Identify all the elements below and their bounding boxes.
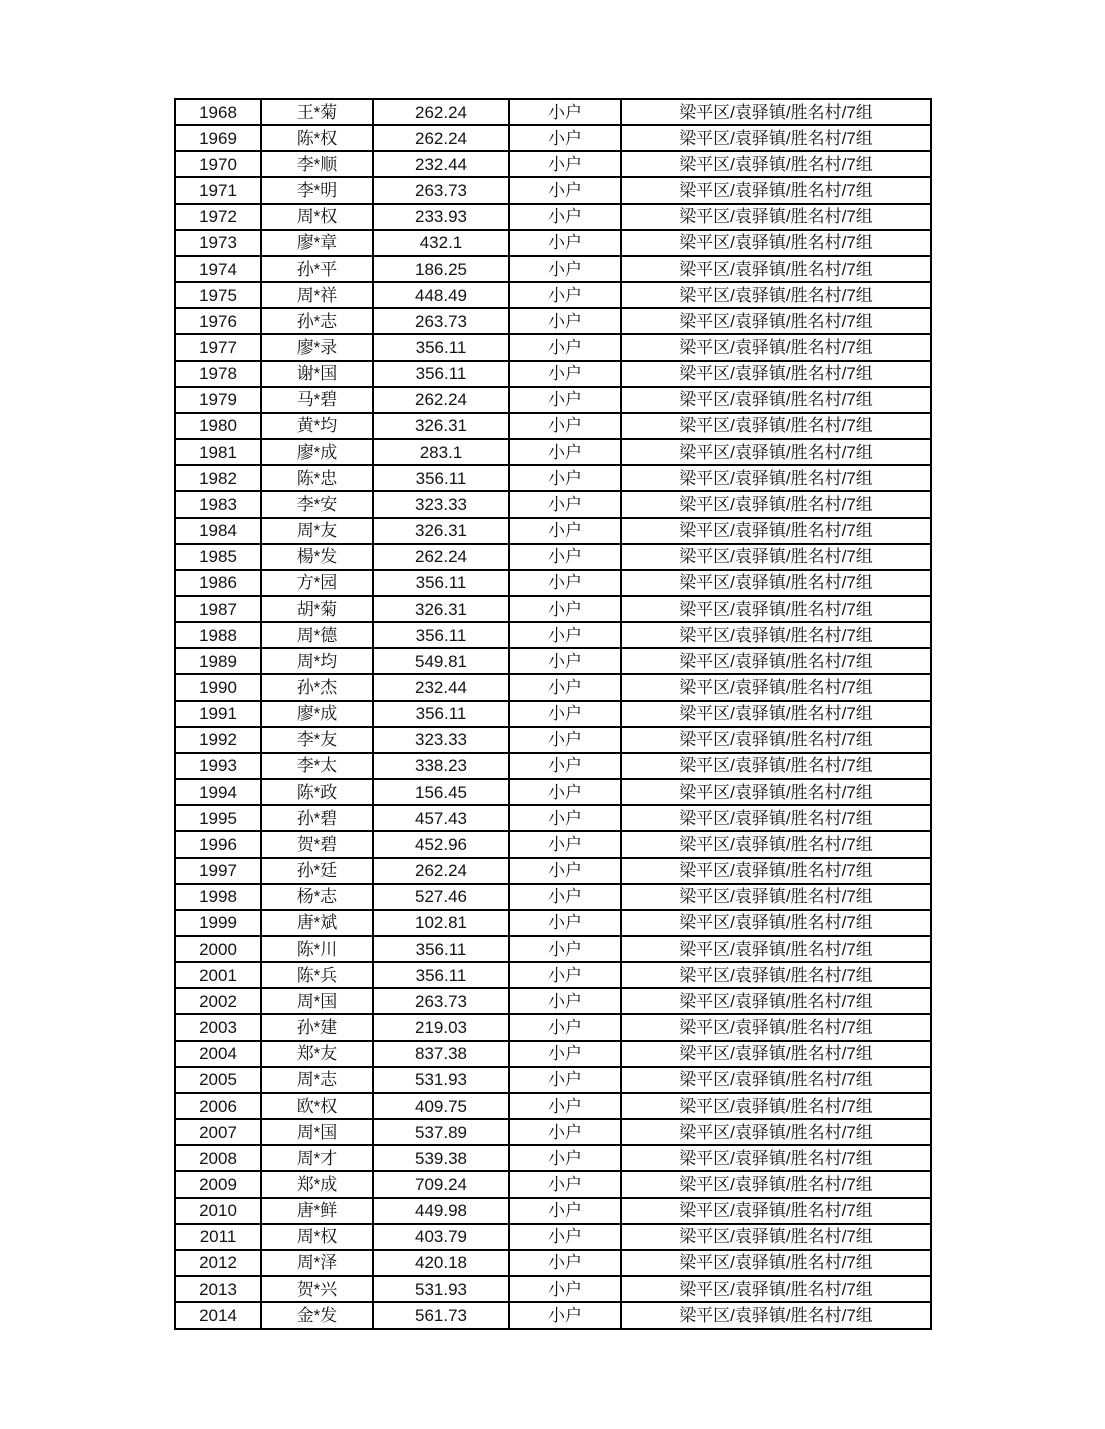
cell-serial: 2002: [175, 988, 261, 1014]
cell-location: 梁平区/袁驿镇/胜名村/7组: [621, 1276, 931, 1302]
cell-serial: 1983: [175, 491, 261, 517]
cell-type: 小户: [509, 1224, 621, 1250]
cell-location: 梁平区/袁驿镇/胜名村/7组: [621, 648, 931, 674]
cell-serial: 1991: [175, 701, 261, 727]
cell-location: 梁平区/袁驿镇/胜名村/7组: [621, 910, 931, 936]
cell-type: 小户: [509, 622, 621, 648]
cell-location: 梁平区/袁驿镇/胜名村/7组: [621, 544, 931, 570]
cell-name: 李*友: [261, 727, 373, 753]
cell-location: 梁平区/袁驿镇/胜名村/7组: [621, 256, 931, 282]
cell-amount: 527.46: [373, 884, 509, 910]
cell-amount: 102.81: [373, 910, 509, 936]
cell-name: 周*泽: [261, 1250, 373, 1276]
cell-serial: 1980: [175, 413, 261, 439]
cell-name: 周*权: [261, 204, 373, 230]
cell-name: 郑*友: [261, 1041, 373, 1067]
cell-location: 梁平区/袁驿镇/胜名村/7组: [621, 230, 931, 256]
cell-serial: 2012: [175, 1250, 261, 1276]
cell-location: 梁平区/袁驿镇/胜名村/7组: [621, 177, 931, 203]
cell-amount: 420.18: [373, 1250, 509, 1276]
cell-serial: 2014: [175, 1302, 261, 1329]
cell-serial: 2003: [175, 1014, 261, 1040]
cell-amount: 338.23: [373, 753, 509, 779]
cell-type: 小户: [509, 988, 621, 1014]
cell-name: 唐*鲜: [261, 1198, 373, 1224]
cell-name: 廖*录: [261, 334, 373, 360]
cell-name: 周*均: [261, 648, 373, 674]
cell-serial: 2004: [175, 1041, 261, 1067]
cell-location: 梁平区/袁驿镇/胜名村/7组: [621, 1041, 931, 1067]
table-row: [175, 177, 931, 203]
table-row: [175, 1276, 931, 1302]
cell-location: 梁平区/袁驿镇/胜名村/7组: [621, 334, 931, 360]
cell-name: 唐*斌: [261, 910, 373, 936]
cell-location: 梁平区/袁驿镇/胜名村/7组: [621, 1119, 931, 1145]
table-row: [175, 962, 931, 988]
cell-type: 小户: [509, 308, 621, 334]
table-row: [175, 753, 931, 779]
cell-serial: 1994: [175, 779, 261, 805]
cell-serial: 2007: [175, 1119, 261, 1145]
household-records-table: [174, 98, 932, 1330]
cell-serial: 2006: [175, 1093, 261, 1119]
cell-type: 小户: [509, 177, 621, 203]
table-row: [175, 230, 931, 256]
cell-serial: 1988: [175, 622, 261, 648]
cell-type: 小户: [509, 962, 621, 988]
table-row: [175, 308, 931, 334]
cell-type: 小户: [509, 1093, 621, 1119]
cell-name: 周*德: [261, 622, 373, 648]
cell-location: 梁平区/袁驿镇/胜名村/7组: [621, 204, 931, 230]
cell-type: 小户: [509, 1171, 621, 1197]
cell-name: 廖*成: [261, 439, 373, 465]
cell-serial: 1987: [175, 596, 261, 622]
cell-location: 梁平区/袁驿镇/胜名村/7组: [621, 701, 931, 727]
table-row: [175, 1041, 931, 1067]
table-row: [175, 910, 931, 936]
cell-serial: 1985: [175, 544, 261, 570]
cell-name: 金*发: [261, 1302, 373, 1329]
cell-serial: 1977: [175, 334, 261, 360]
cell-amount: 403.79: [373, 1224, 509, 1250]
cell-name: 孙*志: [261, 308, 373, 334]
cell-serial: 1995: [175, 805, 261, 831]
cell-amount: 549.81: [373, 648, 509, 674]
cell-location: 梁平区/袁驿镇/胜名村/7组: [621, 99, 931, 125]
cell-name: 周*祥: [261, 282, 373, 308]
cell-serial: 2001: [175, 962, 261, 988]
cell-location: 梁平区/袁驿镇/胜名村/7组: [621, 518, 931, 544]
cell-type: 小户: [509, 125, 621, 151]
cell-amount: 531.93: [373, 1067, 509, 1093]
cell-amount: 452.96: [373, 831, 509, 857]
cell-location: 梁平区/袁驿镇/胜名村/7组: [621, 727, 931, 753]
cell-amount: 262.24: [373, 858, 509, 884]
cell-name: 周*国: [261, 988, 373, 1014]
cell-serial: 1973: [175, 230, 261, 256]
cell-amount: 186.25: [373, 256, 509, 282]
cell-serial: 1998: [175, 884, 261, 910]
cell-amount: 356.11: [373, 570, 509, 596]
cell-type: 小户: [509, 570, 621, 596]
cell-serial: 2000: [175, 936, 261, 962]
cell-type: 小户: [509, 648, 621, 674]
cell-amount: 233.93: [373, 204, 509, 230]
table-row: [175, 1067, 931, 1093]
cell-location: 梁平区/袁驿镇/胜名村/7组: [621, 884, 931, 910]
cell-type: 小户: [509, 518, 621, 544]
cell-name: 孙*廷: [261, 858, 373, 884]
cell-location: 梁平区/袁驿镇/胜名村/7组: [621, 125, 931, 151]
cell-type: 小户: [509, 282, 621, 308]
cell-name: 陈*政: [261, 779, 373, 805]
table-row: [175, 936, 931, 962]
cell-type: 小户: [509, 465, 621, 491]
cell-name: 胡*菊: [261, 596, 373, 622]
cell-type: 小户: [509, 1198, 621, 1224]
cell-amount: 561.73: [373, 1302, 509, 1329]
cell-name: 黄*均: [261, 413, 373, 439]
cell-location: 梁平区/袁驿镇/胜名村/7组: [621, 1302, 931, 1329]
cell-name: 孙*建: [261, 1014, 373, 1040]
cell-type: 小户: [509, 779, 621, 805]
cell-amount: 356.11: [373, 334, 509, 360]
cell-amount: 356.11: [373, 361, 509, 387]
table-row: [175, 1145, 931, 1171]
table-row: [175, 1250, 931, 1276]
cell-name: 周*才: [261, 1145, 373, 1171]
cell-amount: 263.73: [373, 988, 509, 1014]
cell-name: 廖*成: [261, 701, 373, 727]
cell-type: 小户: [509, 334, 621, 360]
cell-serial: 1993: [175, 753, 261, 779]
cell-location: 梁平区/袁驿镇/胜名村/7组: [621, 674, 931, 700]
cell-amount: 409.75: [373, 1093, 509, 1119]
table-row: [175, 1014, 931, 1040]
table-row: [175, 256, 931, 282]
cell-location: 梁平区/袁驿镇/胜名村/7组: [621, 308, 931, 334]
cell-location: 梁平区/袁驿镇/胜名村/7组: [621, 1250, 931, 1276]
cell-serial: 1978: [175, 361, 261, 387]
cell-type: 小户: [509, 701, 621, 727]
cell-serial: 1986: [175, 570, 261, 596]
table-row: [175, 1093, 931, 1119]
table-row: [175, 439, 931, 465]
cell-serial: 1997: [175, 858, 261, 884]
cell-serial: 1972: [175, 204, 261, 230]
cell-location: 梁平区/袁驿镇/胜名村/7组: [621, 988, 931, 1014]
cell-location: 梁平区/袁驿镇/胜名村/7组: [621, 936, 931, 962]
table-row: [175, 387, 931, 413]
cell-location: 梁平区/袁驿镇/胜名村/7组: [621, 779, 931, 805]
cell-location: 梁平区/袁驿镇/胜名村/7组: [621, 282, 931, 308]
cell-type: 小户: [509, 753, 621, 779]
cell-type: 小户: [509, 230, 621, 256]
cell-name: 杨*志: [261, 884, 373, 910]
table-row: [175, 988, 931, 1014]
cell-serial: 1971: [175, 177, 261, 203]
cell-serial: 1992: [175, 727, 261, 753]
table-row: [175, 99, 931, 125]
cell-serial: 1976: [175, 308, 261, 334]
cell-amount: 323.33: [373, 727, 509, 753]
table-row: [175, 570, 931, 596]
table-row: [175, 701, 931, 727]
cell-serial: 1982: [175, 465, 261, 491]
cell-serial: 1996: [175, 831, 261, 857]
cell-name: 方*园: [261, 570, 373, 596]
table-row: [175, 727, 931, 753]
cell-name: 郑*成: [261, 1171, 373, 1197]
table-row: [175, 491, 931, 517]
table-row: [175, 204, 931, 230]
cell-location: 梁平区/袁驿镇/胜名村/7组: [621, 805, 931, 831]
cell-location: 梁平区/袁驿镇/胜名村/7组: [621, 1067, 931, 1093]
cell-type: 小户: [509, 884, 621, 910]
cell-serial: 2010: [175, 1198, 261, 1224]
cell-type: 小户: [509, 439, 621, 465]
cell-type: 小户: [509, 491, 621, 517]
table-row: [175, 1119, 931, 1145]
cell-amount: 232.44: [373, 151, 509, 177]
cell-amount: 537.89: [373, 1119, 509, 1145]
cell-name: 贺*兴: [261, 1276, 373, 1302]
cell-type: 小户: [509, 1014, 621, 1040]
cell-serial: 2009: [175, 1171, 261, 1197]
table-row: [175, 151, 931, 177]
cell-serial: 1979: [175, 387, 261, 413]
cell-serial: 2005: [175, 1067, 261, 1093]
cell-location: 梁平区/袁驿镇/胜名村/7组: [621, 962, 931, 988]
table-row: [175, 805, 931, 831]
cell-amount: 263.73: [373, 308, 509, 334]
cell-location: 梁平区/袁驿镇/胜名村/7组: [621, 831, 931, 857]
cell-type: 小户: [509, 1119, 621, 1145]
cell-name: 陈*川: [261, 936, 373, 962]
cell-type: 小户: [509, 858, 621, 884]
cell-location: 梁平区/袁驿镇/胜名村/7组: [621, 596, 931, 622]
cell-name: 孙*平: [261, 256, 373, 282]
cell-location: 梁平区/袁驿镇/胜名村/7组: [621, 1171, 931, 1197]
cell-type: 小户: [509, 805, 621, 831]
cell-type: 小户: [509, 1250, 621, 1276]
cell-type: 小户: [509, 387, 621, 413]
cell-name: 楊*发: [261, 544, 373, 570]
cell-name: 马*碧: [261, 387, 373, 413]
table-row: [175, 465, 931, 491]
cell-type: 小户: [509, 727, 621, 753]
table-row: [175, 413, 931, 439]
cell-name: 陈*忠: [261, 465, 373, 491]
cell-amount: 356.11: [373, 465, 509, 491]
cell-name: 李*太: [261, 753, 373, 779]
table-row: [175, 282, 931, 308]
table-row: [175, 544, 931, 570]
cell-location: 梁平区/袁驿镇/胜名村/7组: [621, 439, 931, 465]
cell-location: 梁平区/袁驿镇/胜名村/7组: [621, 1014, 931, 1040]
cell-serial: 1990: [175, 674, 261, 700]
cell-serial: 1981: [175, 439, 261, 465]
cell-amount: 356.11: [373, 962, 509, 988]
cell-location: 梁平区/袁驿镇/胜名村/7组: [621, 570, 931, 596]
table-row: [175, 648, 931, 674]
cell-name: 周*权: [261, 1224, 373, 1250]
cell-type: 小户: [509, 674, 621, 700]
cell-type: 小户: [509, 256, 621, 282]
cell-amount: 449.98: [373, 1198, 509, 1224]
cell-type: 小户: [509, 1276, 621, 1302]
cell-serial: 2013: [175, 1276, 261, 1302]
cell-amount: 531.93: [373, 1276, 509, 1302]
cell-location: 梁平区/袁驿镇/胜名村/7组: [621, 465, 931, 491]
table-row: [175, 1171, 931, 1197]
table-row: [175, 1198, 931, 1224]
cell-location: 梁平区/袁驿镇/胜名村/7组: [621, 151, 931, 177]
table-row: [175, 1224, 931, 1250]
cell-name: 王*菊: [261, 99, 373, 125]
cell-amount: 219.03: [373, 1014, 509, 1040]
cell-type: 小户: [509, 831, 621, 857]
table-row: [175, 858, 931, 884]
cell-amount: 837.38: [373, 1041, 509, 1067]
cell-amount: 356.11: [373, 936, 509, 962]
cell-amount: 262.24: [373, 125, 509, 151]
cell-name: 李*顺: [261, 151, 373, 177]
cell-type: 小户: [509, 544, 621, 570]
cell-name: 贺*碧: [261, 831, 373, 857]
cell-location: 梁平区/袁驿镇/胜名村/7组: [621, 1198, 931, 1224]
cell-type: 小户: [509, 1302, 621, 1329]
cell-location: 梁平区/袁驿镇/胜名村/7组: [621, 361, 931, 387]
cell-amount: 323.33: [373, 491, 509, 517]
cell-serial: 1989: [175, 648, 261, 674]
cell-name: 李*明: [261, 177, 373, 203]
cell-amount: 356.11: [373, 701, 509, 727]
cell-name: 陈*兵: [261, 962, 373, 988]
table-row: [175, 361, 931, 387]
cell-serial: 1970: [175, 151, 261, 177]
cell-amount: 432.1: [373, 230, 509, 256]
cell-name: 陈*权: [261, 125, 373, 151]
cell-type: 小户: [509, 910, 621, 936]
cell-amount: 326.31: [373, 518, 509, 544]
cell-type: 小户: [509, 361, 621, 387]
table-row: [175, 518, 931, 544]
cell-location: 梁平区/袁驿镇/胜名村/7组: [621, 413, 931, 439]
cell-serial: 1974: [175, 256, 261, 282]
cell-name: 周*友: [261, 518, 373, 544]
cell-location: 梁平区/袁驿镇/胜名村/7组: [621, 1224, 931, 1250]
table-row: [175, 334, 931, 360]
cell-amount: 448.49: [373, 282, 509, 308]
cell-name: 周*志: [261, 1067, 373, 1093]
table-row: [175, 779, 931, 805]
table-row: [175, 1302, 931, 1329]
table-row: [175, 125, 931, 151]
table-row: [175, 831, 931, 857]
cell-type: 小户: [509, 151, 621, 177]
cell-location: 梁平区/袁驿镇/胜名村/7组: [621, 622, 931, 648]
cell-type: 小户: [509, 1041, 621, 1067]
cell-type: 小户: [509, 413, 621, 439]
cell-amount: 457.43: [373, 805, 509, 831]
cell-type: 小户: [509, 596, 621, 622]
table-row: [175, 674, 931, 700]
cell-name: 周*国: [261, 1119, 373, 1145]
cell-location: 梁平区/袁驿镇/胜名村/7组: [621, 491, 931, 517]
cell-serial: 1968: [175, 99, 261, 125]
cell-amount: 283.1: [373, 439, 509, 465]
cell-serial: 1969: [175, 125, 261, 151]
cell-location: 梁平区/袁驿镇/胜名村/7组: [621, 387, 931, 413]
cell-name: 李*安: [261, 491, 373, 517]
cell-type: 小户: [509, 1145, 621, 1171]
cell-name: 欧*权: [261, 1093, 373, 1119]
cell-location: 梁平区/袁驿镇/胜名村/7组: [621, 753, 931, 779]
table-row: [175, 884, 931, 910]
cell-amount: 262.24: [373, 387, 509, 413]
cell-location: 梁平区/袁驿镇/胜名村/7组: [621, 1145, 931, 1171]
cell-location: 梁平区/袁驿镇/胜名村/7组: [621, 1093, 931, 1119]
cell-name: 廖*章: [261, 230, 373, 256]
cell-serial: 1975: [175, 282, 261, 308]
table-row: [175, 596, 931, 622]
cell-amount: 326.31: [373, 596, 509, 622]
cell-amount: 262.24: [373, 544, 509, 570]
cell-serial: 2011: [175, 1224, 261, 1250]
cell-amount: 156.45: [373, 779, 509, 805]
table-row: [175, 622, 931, 648]
table-body: [175, 99, 931, 1329]
cell-location: 梁平区/袁驿镇/胜名村/7组: [621, 858, 931, 884]
cell-amount: 539.38: [373, 1145, 509, 1171]
cell-name: 谢*国: [261, 361, 373, 387]
cell-amount: 709.24: [373, 1171, 509, 1197]
cell-type: 小户: [509, 936, 621, 962]
cell-type: 小户: [509, 99, 621, 125]
cell-type: 小户: [509, 1067, 621, 1093]
cell-amount: 262.24: [373, 99, 509, 125]
cell-serial: 1984: [175, 518, 261, 544]
cell-serial: 1999: [175, 910, 261, 936]
cell-type: 小户: [509, 204, 621, 230]
cell-amount: 232.44: [373, 674, 509, 700]
cell-name: 孙*杰: [261, 674, 373, 700]
cell-amount: 263.73: [373, 177, 509, 203]
cell-amount: 356.11: [373, 622, 509, 648]
cell-name: 孙*碧: [261, 805, 373, 831]
cell-serial: 2008: [175, 1145, 261, 1171]
cell-amount: 326.31: [373, 413, 509, 439]
